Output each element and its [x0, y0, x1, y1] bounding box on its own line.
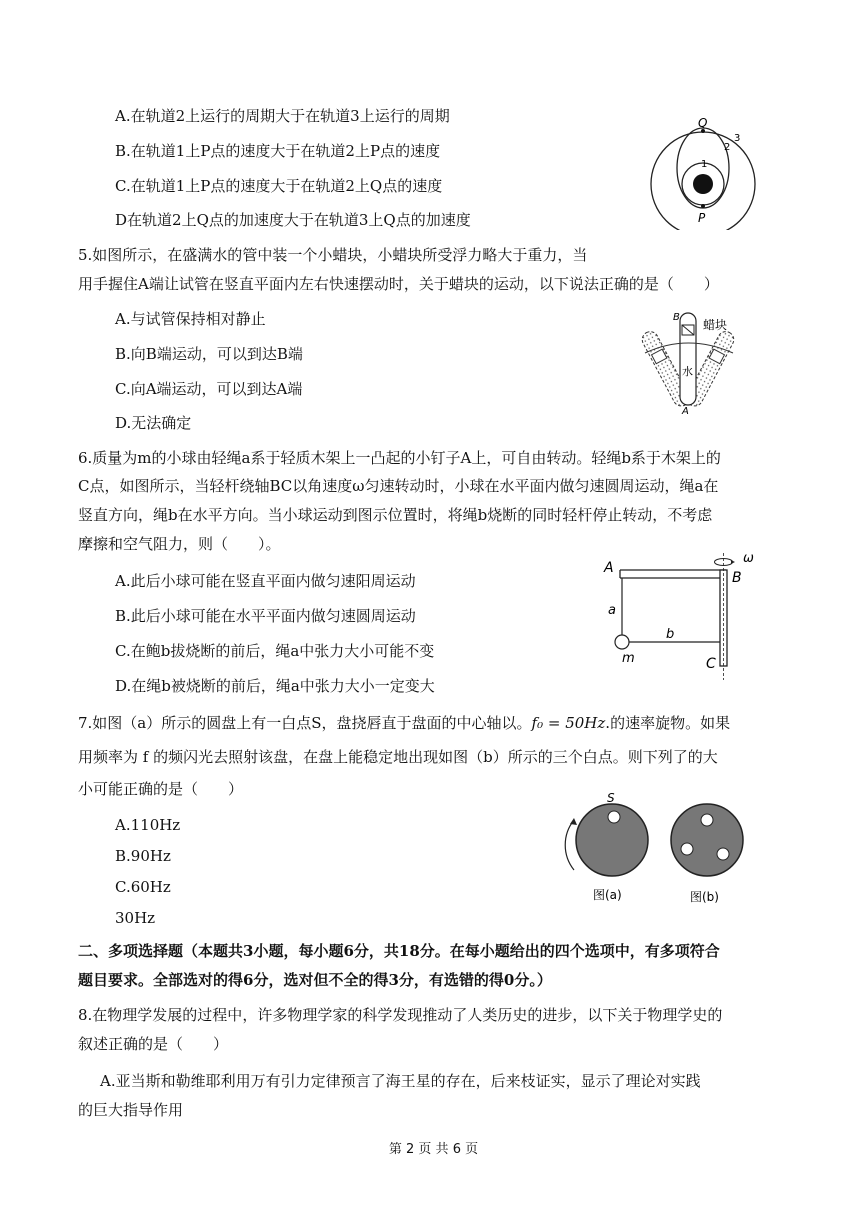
q6-stem-4: 摩擦和空气阻力，则（ ）。 — [78, 535, 281, 553]
q5-option-c: C.向A端运动，可以到达A端 — [115, 380, 303, 398]
discs-diagram — [560, 790, 760, 910]
label-B: B — [732, 570, 742, 586]
q7-formula: f₀ = 50Hz — [531, 714, 606, 732]
label-omega: ω — [743, 551, 754, 566]
q7-option-d: 30Hz — [115, 909, 156, 927]
label-p: P — [698, 211, 706, 225]
q4-option-d: D在轨道2上Q点的加速度大于在轨道3上Q点的加速度 — [115, 211, 471, 229]
ball-m — [615, 635, 629, 649]
label-A: A — [604, 560, 614, 576]
test-tube-diagram — [615, 305, 765, 415]
rotating-frame-diagram — [598, 548, 768, 683]
label-water: 水 — [682, 365, 693, 378]
label-C: C — [706, 656, 716, 672]
planet — [693, 174, 713, 194]
label-wax: 蜡块 — [703, 318, 728, 332]
orbit-diagram — [640, 110, 770, 230]
q6-stem-3: 竖直方向，绳b在水平方向。当小球运动到图示位置时，将绳b烧断的同时轻杆停止转动，不考虑 — [78, 506, 713, 524]
q8-option-a-1: A.亚当斯和勒维耶利用万有引力定律预言了海王星的存在，后来枝证实，显示了理论对实践 — [100, 1072, 701, 1090]
label-b: B — [673, 312, 680, 323]
label-s: S — [607, 791, 615, 805]
q6-option-a: A.此后小球可能在竖直平面内做匀速阳周运动 — [115, 572, 416, 590]
label-rope-a: a — [608, 603, 616, 618]
q7-stem-2: 用频率为 f 的频闪光去照射该盘，在盘上能稳定地出现如图（b）所示的三个白点。则下列了的大 — [78, 748, 718, 766]
q6-option-b: B.此后小球可能在水平平面内做匀速圆周运动 — [115, 607, 416, 625]
q4-option-c: C.在轨道1上P点的速度大于在轨道2上Q点的速度 — [115, 177, 443, 195]
q7-stem-3: 小可能正确的是（ ） — [78, 780, 244, 798]
white-dot-s — [608, 811, 620, 823]
label-3: 3 — [734, 133, 741, 144]
q6-option-c: C.在鲍b拔烧断的前后，绳a中张力大小可能不变 — [115, 642, 435, 660]
q8-stem-1: 8.在物理学发展的过程中，许多物理学家的科学发现推动了人类历史的进步，以下关于物理学史的 — [78, 1006, 723, 1024]
label-a: A — [682, 406, 689, 415]
q7-option-b: B.90Hz — [115, 847, 171, 865]
page-footer: 第 2 页 共 6 页 — [388, 1142, 479, 1157]
q4-option-a: A.在轨道2上运行的周期大于在轨道3上运行的周期 — [115, 107, 450, 125]
label-m: m — [622, 651, 635, 666]
label-2: 2 — [724, 142, 731, 153]
q7-option-c: C.60Hz — [115, 878, 171, 896]
q6-stem-1: 6.质量为m的小球由轻绳a系于轻质木架上一凸起的小钉子A上，可自由转动。轻绳b系于木架上的 — [78, 449, 721, 467]
q5-option-a: A.与试管保持相对静止 — [115, 310, 266, 328]
label-1: 1 — [701, 159, 708, 170]
q7-stem-1-pre: 7.如图（a）所示的圆盘上有一白点S，盘挠唇直于盘面的中心轴以。 — [78, 714, 532, 732]
q8-option-a-2: 的巨大指导作用 — [78, 1101, 184, 1119]
section2-heading-1: 二、多项选择题（本题共3小题，每小题6分，共18分。在每小题给出的四个选项中，有多项符合 — [78, 942, 720, 960]
q7-stem-1 — [78, 713, 730, 733]
label-q: Q — [698, 116, 708, 130]
q6-option-d: D.在绳b被烧断的前后，绳a中张力大小一定变大 — [115, 677, 435, 695]
q5-stem-1: 5.如图所示，在盛满水的管中装一个小蜡块，小蜡块所受浮力略大于重力，当 — [78, 246, 588, 264]
q7-option-a: A.110Hz — [115, 816, 181, 834]
caption-b: 图(b) — [690, 890, 719, 904]
q5-option-d: D.无法确定 — [115, 414, 192, 432]
q5-option-b: B.向B端运动，可以到达B端 — [115, 345, 303, 363]
caption-a: 图(a) — [593, 888, 622, 902]
q7-stem-1-post: .的速率旋物。如果 — [605, 714, 731, 732]
q5-stem-2: 用手握住A端让试管在竖直平面内左右快速摆动时，关于蜡块的运动，以下说法正确的是（ ） — [78, 275, 719, 293]
label-rope-b: b — [666, 627, 675, 642]
q4-option-b: B.在轨道1上P点的速度大于在轨道2上P点的速度 — [115, 142, 441, 160]
q8-stem-2: 叙述正确的是（ ） — [78, 1035, 229, 1053]
q6-stem-2: C点，如图所示，当轻杆绕轴BC以角速度ω匀速转动时，小球在水平面内做匀速圆周运动，绳a在 — [78, 477, 719, 495]
section2-heading-2: 题目要求。全部选对的得6分，选对但不全的得3分，有选错的得0分。） — [78, 971, 552, 989]
